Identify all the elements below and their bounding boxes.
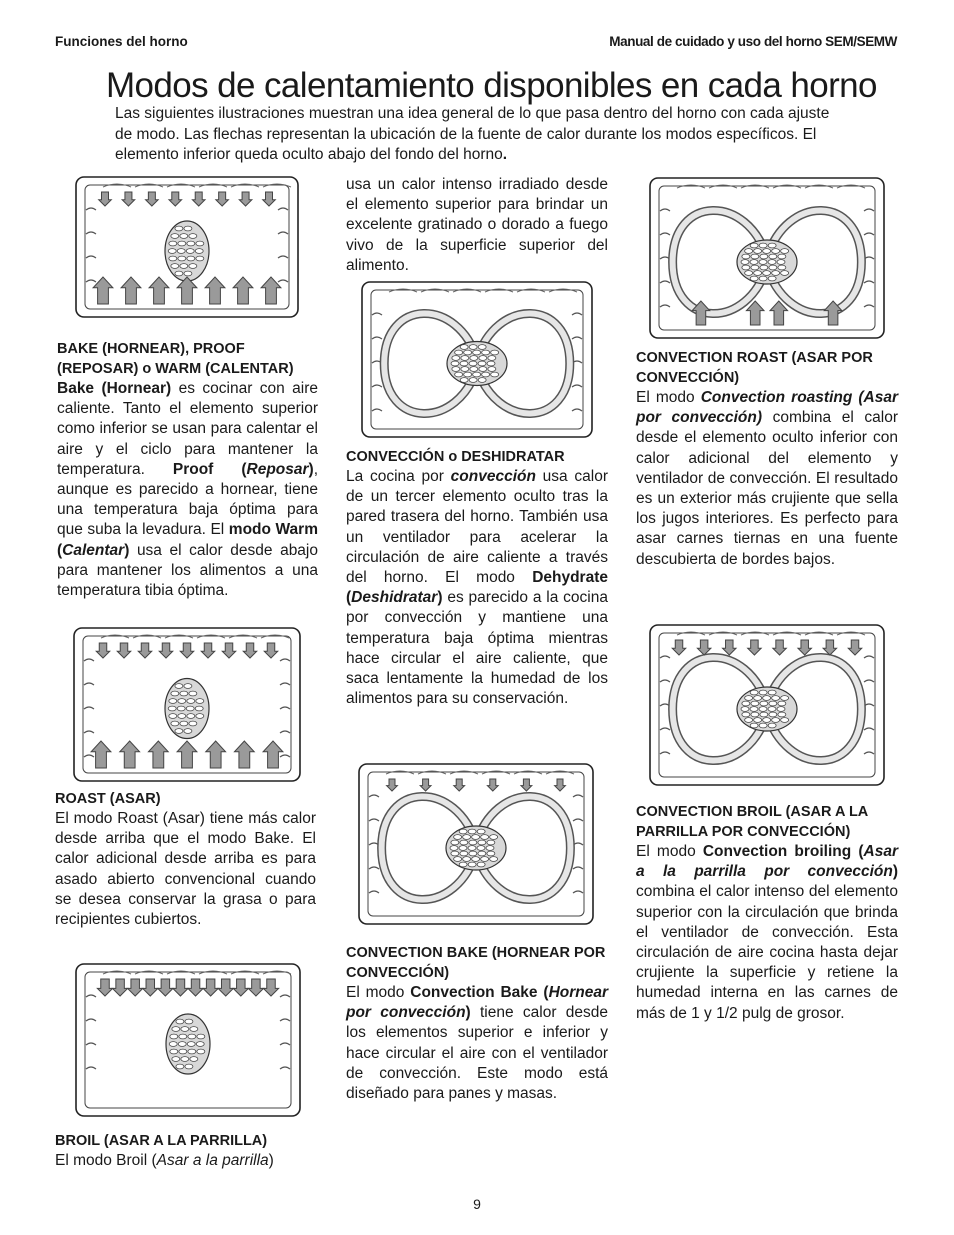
fan-vent-icon bbox=[772, 271, 780, 276]
fan-vent-icon bbox=[759, 707, 767, 712]
fan-vent-icon bbox=[487, 361, 495, 366]
fan-vent-icon bbox=[750, 243, 758, 248]
fan-vent-icon bbox=[778, 701, 786, 706]
intro-paragraph: Las siguientes ilustraciones muestran una idea general de lo que pasa dentro del horno con cada ajuste de modo. Las flechas representan la ubicación de la fuente de calor durante los modos específicos. El elemento inferior queda oculto abajo del fondo del horno. bbox=[115, 105, 830, 163]
fan-vent-icon bbox=[760, 265, 768, 270]
fan-vent-icon bbox=[763, 271, 771, 276]
heading-convection-roast: CONVECTION ROAST (ASAR POR CONVECCIÓN) bbox=[636, 350, 873, 386]
fan-vent-icon bbox=[478, 345, 486, 350]
fan-vent-icon bbox=[184, 684, 192, 689]
fan-vent-icon bbox=[179, 1034, 187, 1039]
fan-vent-icon bbox=[177, 706, 185, 711]
fan-vent-icon bbox=[169, 699, 177, 704]
running-header-section: Funciones del horno bbox=[55, 34, 188, 49]
fan-vent-icon bbox=[197, 1034, 205, 1039]
fan-vent-icon bbox=[187, 241, 195, 246]
fan-vent-icon bbox=[452, 367, 460, 372]
fan-vent-icon bbox=[455, 372, 463, 377]
section-broil bbox=[55, 1131, 320, 1171]
fan-vent-icon bbox=[460, 851, 468, 856]
fan-vent-icon bbox=[745, 696, 753, 701]
fan-vent-icon bbox=[184, 226, 192, 231]
fan-vent-icon bbox=[754, 271, 762, 276]
section-convection-broil bbox=[636, 802, 898, 1024]
fan-vent-icon bbox=[490, 835, 498, 840]
fan-vent-icon bbox=[469, 378, 477, 383]
fan-vent-icon bbox=[759, 723, 767, 728]
fan-vent-icon bbox=[754, 249, 762, 254]
fan-vent-icon bbox=[479, 367, 487, 372]
fan-vent-icon bbox=[750, 276, 758, 281]
fan-vent-icon bbox=[477, 829, 485, 834]
fan-vent-icon bbox=[187, 699, 195, 704]
fan-vent-icon bbox=[751, 254, 759, 259]
fan-vent-icon bbox=[188, 1034, 196, 1039]
oven-diagram-bake bbox=[75, 176, 299, 318]
fan-vent-icon bbox=[781, 718, 789, 723]
fan-vent-icon bbox=[195, 249, 203, 254]
section-roast bbox=[55, 789, 316, 930]
fan-vent-icon bbox=[180, 264, 188, 269]
fan-vent-icon bbox=[768, 707, 776, 712]
fan-vent-icon bbox=[196, 699, 204, 704]
fan-vent-icon bbox=[477, 846, 485, 851]
fan-vent-icon bbox=[189, 234, 197, 239]
fan-vent-icon bbox=[481, 857, 489, 862]
fan-vent-icon bbox=[745, 249, 753, 254]
fan-vent-icon bbox=[175, 271, 183, 276]
text-convection-roast: El modo Convection roasting (Asar por convección) combina el calor desde el elemento oculto inferior con calor adicional del elemento y ventilador de convección. El resultado es un exterior más crujiente que sella los jugos interiores. Es perfecto para asar carnes tiernas en una fuente descubierta de bordes bajos. bbox=[636, 389, 899, 568]
fan-vent-icon bbox=[196, 1042, 204, 1047]
fan-vent-icon bbox=[170, 1034, 178, 1039]
fan-vent-icon bbox=[178, 241, 186, 246]
fan-vent-icon bbox=[460, 361, 468, 366]
fan-vent-icon bbox=[763, 696, 771, 701]
fan-vent-icon bbox=[769, 254, 777, 259]
fan-vent-icon bbox=[178, 699, 186, 704]
fan-vent-icon bbox=[461, 367, 469, 372]
page-title: Modos de calentamiento disponibles en cada horno bbox=[106, 66, 877, 105]
fan-vent-icon bbox=[189, 691, 197, 696]
oven-diagram-convection-bake bbox=[358, 763, 594, 925]
fan-vent-icon bbox=[180, 721, 188, 726]
fan-vent-icon bbox=[187, 256, 195, 261]
running-header-manual: Manual de cuidado y uso del horno SEM/SEMW bbox=[609, 34, 897, 49]
fan-vent-icon bbox=[171, 264, 179, 269]
fan-vent-icon bbox=[171, 721, 179, 726]
fan-vent-icon bbox=[187, 1042, 195, 1047]
fan-vent-icon bbox=[760, 254, 768, 259]
section-convection bbox=[346, 447, 608, 709]
fan-vent-icon bbox=[768, 243, 776, 248]
fan-vent-icon bbox=[778, 712, 786, 717]
fan-vent-icon bbox=[769, 701, 777, 706]
fan-vent-icon bbox=[781, 696, 789, 701]
oven-diagram-broil bbox=[75, 963, 301, 1117]
fan-vent-icon bbox=[760, 701, 768, 706]
fan-vent-icon bbox=[452, 356, 460, 361]
fan-vent-icon bbox=[741, 707, 749, 712]
fan-vent-icon bbox=[487, 851, 495, 856]
fan-vent-icon bbox=[479, 356, 487, 361]
fan-vent-icon bbox=[451, 851, 459, 856]
fan-vent-icon bbox=[171, 234, 179, 239]
fan-vent-icon bbox=[197, 1049, 205, 1054]
page-number: 9 bbox=[473, 1196, 481, 1212]
fan-vent-icon bbox=[178, 1042, 186, 1047]
fan-vent-icon bbox=[461, 356, 469, 361]
fan-vent-icon bbox=[472, 857, 480, 862]
fan-vent-icon bbox=[768, 690, 776, 695]
fan-vent-icon bbox=[772, 696, 780, 701]
fan-vent-icon bbox=[469, 361, 477, 366]
fan-vent-icon bbox=[168, 249, 176, 254]
text-convection-bake: El modo Convection Bake (Hornear por convección) tiene calor desde los elementos superior e inferior y hace circular el aire con el ventilador de convección. Este modo está diseñado para panes y masas. bbox=[346, 984, 608, 1103]
fan-vent-icon bbox=[763, 249, 771, 254]
fan-vent-icon bbox=[459, 862, 467, 867]
fan-vent-icon bbox=[760, 712, 768, 717]
heading-convection-bake: CONVECTION BAKE (HORNEAR POR CONVECCIÓN) bbox=[346, 945, 606, 981]
fan-vent-icon bbox=[477, 862, 485, 867]
oven-diagram-convection bbox=[361, 281, 593, 438]
fan-vent-icon bbox=[751, 701, 759, 706]
fan-vent-icon bbox=[469, 345, 477, 350]
fan-vent-icon bbox=[473, 350, 481, 355]
fan-vent-icon bbox=[478, 361, 486, 366]
fan-vent-icon bbox=[781, 249, 789, 254]
fan-vent-icon bbox=[486, 846, 494, 851]
fan-vent-icon bbox=[478, 851, 486, 856]
fan-vent-icon bbox=[460, 840, 468, 845]
fan-vent-icon bbox=[189, 721, 197, 726]
fan-vent-icon bbox=[742, 254, 750, 259]
section-bake bbox=[57, 339, 318, 601]
oven-diagram-roast bbox=[73, 627, 301, 782]
oven-diagram-convection-roast bbox=[649, 177, 885, 339]
fan-vent-icon bbox=[169, 1042, 177, 1047]
fan-vent-icon bbox=[169, 714, 177, 719]
fan-vent-icon bbox=[460, 378, 468, 383]
fan-vent-icon bbox=[750, 723, 758, 728]
fan-vent-icon bbox=[464, 372, 472, 377]
fan-vent-icon bbox=[184, 729, 192, 734]
section-convection-roast bbox=[636, 348, 898, 570]
fan-vent-icon bbox=[482, 350, 490, 355]
text-roast: El modo Roast (Asar) tiene más calor desde arriba que el modo Bake. El calor adicional desde arriba es para asado abierto convencional cuando se desea conservar la grasa o para recipientes cubiertos. bbox=[55, 810, 316, 929]
fan-vent-icon bbox=[172, 1027, 180, 1032]
fan-vent-icon bbox=[451, 361, 459, 366]
fan-vent-icon bbox=[754, 696, 762, 701]
text-convection: La cocina por convección usa calor de un tercer elemento oculto tras la pared trasera del horno. También usa un ventilador para acelerar la circulación de aire caliente a través del horno. El modo Dehydrate (Deshidratar) es parecido a la cocina por convección y mantiene una temperatura baja óptima mientras hace circular el aire caliente, que saca lentamente la humedad de los alimentos para su conservación. bbox=[346, 468, 608, 708]
oven-diagram-convection-broil bbox=[649, 624, 885, 786]
fan-vent-icon bbox=[180, 234, 188, 239]
fan-vent-icon bbox=[454, 835, 462, 840]
fan-vent-icon bbox=[185, 1064, 193, 1069]
heading-bake: BAKE (HORNEAR), PROOF (REPOSAR) o WARM (CALENTAR) bbox=[57, 341, 294, 377]
fan-vent-icon bbox=[459, 846, 467, 851]
fan-vent-icon bbox=[464, 350, 472, 355]
fan-vent-icon bbox=[491, 350, 499, 355]
fan-vent-icon bbox=[180, 691, 188, 696]
fan-vent-icon bbox=[463, 835, 471, 840]
fan-vent-icon bbox=[184, 271, 192, 276]
heading-convection: CONVECCIÓN o DESHIDRATAR bbox=[346, 449, 565, 465]
fan-vent-icon bbox=[469, 840, 477, 845]
fan-vent-icon bbox=[488, 367, 496, 372]
fan-vent-icon bbox=[751, 712, 759, 717]
fan-vent-icon bbox=[460, 345, 468, 350]
fan-vent-icon bbox=[759, 260, 767, 265]
fan-vent-icon bbox=[175, 684, 183, 689]
fan-vent-icon bbox=[472, 835, 480, 840]
text-broil: El modo Broil (Asar a la parrilla) bbox=[55, 1152, 274, 1169]
fan-vent-icon bbox=[469, 851, 477, 856]
fan-vent-icon bbox=[175, 729, 183, 734]
fan-vent-icon bbox=[189, 264, 197, 269]
fan-vent-icon bbox=[742, 712, 750, 717]
fan-vent-icon bbox=[473, 372, 481, 377]
fan-vent-icon bbox=[463, 857, 471, 862]
fan-vent-icon bbox=[172, 1057, 180, 1062]
section-convection-bake bbox=[346, 943, 608, 1104]
fan-vent-icon bbox=[750, 707, 758, 712]
fan-vent-icon bbox=[481, 835, 489, 840]
fan-vent-icon bbox=[482, 372, 490, 377]
fan-vent-icon bbox=[741, 260, 749, 265]
fan-vent-icon bbox=[763, 718, 771, 723]
fan-vent-icon bbox=[178, 256, 186, 261]
fan-vent-icon bbox=[488, 356, 496, 361]
fan-vent-icon bbox=[491, 372, 499, 377]
fan-vent-icon bbox=[451, 840, 459, 845]
fan-vent-icon bbox=[196, 256, 204, 261]
fan-vent-icon bbox=[768, 723, 776, 728]
fan-vent-icon bbox=[181, 1057, 189, 1062]
fan-vent-icon bbox=[772, 249, 780, 254]
fan-vent-icon bbox=[768, 276, 776, 281]
fan-vent-icon bbox=[777, 260, 785, 265]
fan-vent-icon bbox=[177, 249, 185, 254]
fan-vent-icon bbox=[768, 260, 776, 265]
heading-convection-broil: CONVECTION BROIL (ASAR A LA PARRILLA POR CONVECCIÓN) bbox=[636, 804, 868, 840]
fan-vent-icon bbox=[176, 1019, 184, 1024]
fan-vent-icon bbox=[478, 378, 486, 383]
fan-vent-icon bbox=[470, 367, 478, 372]
text-convection-broil: El modo Convection broiling (Asar a la parrilla por convección) combina el calor intenso del elemento superior con la circulación que brinda el ventilador de convección. Esta circulación de aire cocina hasta dejar crujiente la superficie y retiene la humedad interna en las carnes de más de 1 y 1/2 pulg de grosor. bbox=[636, 843, 899, 1022]
fan-vent-icon bbox=[470, 356, 478, 361]
fan-vent-icon bbox=[759, 690, 767, 695]
fan-vent-icon bbox=[196, 241, 204, 246]
fan-vent-icon bbox=[196, 714, 204, 719]
fan-vent-icon bbox=[171, 691, 179, 696]
fan-vent-icon bbox=[188, 1049, 196, 1054]
fan-vent-icon bbox=[176, 1064, 184, 1069]
text-bake: Bake (Hornear) es cocinar con aire caliente. Tanto el elemento superior como inferior se usan para calentar el aire y el ciclo para mantener la temperatura. Proof (Reposar), aunque es parecido a hornear, tiene una temperatura baja óptima para que suba la levadura. El modo Warm (Calentar) usa el calor desde abajo para mantener los alimentos a una temperatura tibia óptima. bbox=[57, 380, 319, 600]
fan-vent-icon bbox=[187, 714, 195, 719]
fan-vent-icon bbox=[190, 1057, 198, 1062]
fan-vent-icon bbox=[754, 718, 762, 723]
fan-vent-icon bbox=[769, 712, 777, 717]
heading-roast: ROAST (ASAR) bbox=[55, 791, 161, 807]
text-broil-continued: usa un calor intenso irradiado desde el elemento superior para brindar un excelente gratinado o dorado a fuego vivo de la superficie superior del alimento. bbox=[346, 176, 608, 274]
fan-vent-icon bbox=[759, 243, 767, 248]
fan-vent-icon bbox=[169, 241, 177, 246]
fan-vent-icon bbox=[186, 249, 194, 254]
fan-vent-icon bbox=[179, 1049, 187, 1054]
fan-vent-icon bbox=[750, 260, 758, 265]
fan-vent-icon bbox=[450, 846, 458, 851]
fan-vent-icon bbox=[742, 701, 750, 706]
fan-vent-icon bbox=[751, 265, 759, 270]
fan-vent-icon bbox=[777, 707, 785, 712]
fan-vent-icon bbox=[454, 857, 462, 862]
fan-vent-icon bbox=[468, 862, 476, 867]
fan-vent-icon bbox=[175, 226, 183, 231]
fan-vent-icon bbox=[468, 829, 476, 834]
fan-vent-icon bbox=[750, 690, 758, 695]
heading-broil: BROIL (ASAR A LA PARRILLA) bbox=[55, 1133, 268, 1149]
fan-vent-icon bbox=[190, 1027, 198, 1032]
fan-vent-icon bbox=[745, 718, 753, 723]
fan-vent-icon bbox=[181, 1027, 189, 1032]
fan-vent-icon bbox=[455, 350, 463, 355]
fan-vent-icon bbox=[490, 857, 498, 862]
fan-vent-icon bbox=[186, 706, 194, 711]
fan-vent-icon bbox=[478, 840, 486, 845]
fan-vent-icon bbox=[178, 714, 186, 719]
fan-vent-icon bbox=[769, 265, 777, 270]
fan-vent-icon bbox=[169, 256, 177, 261]
fan-vent-icon bbox=[459, 829, 467, 834]
fan-vent-icon bbox=[778, 265, 786, 270]
fan-vent-icon bbox=[487, 840, 495, 845]
fan-vent-icon bbox=[772, 718, 780, 723]
fan-vent-icon bbox=[742, 265, 750, 270]
fan-vent-icon bbox=[468, 846, 476, 851]
fan-vent-icon bbox=[195, 706, 203, 711]
fan-vent-icon bbox=[778, 254, 786, 259]
fan-vent-icon bbox=[185, 1019, 193, 1024]
fan-vent-icon bbox=[759, 276, 767, 281]
fan-vent-icon bbox=[168, 706, 176, 711]
fan-vent-icon bbox=[781, 271, 789, 276]
fan-vent-icon bbox=[170, 1049, 178, 1054]
fan-vent-icon bbox=[745, 271, 753, 276]
